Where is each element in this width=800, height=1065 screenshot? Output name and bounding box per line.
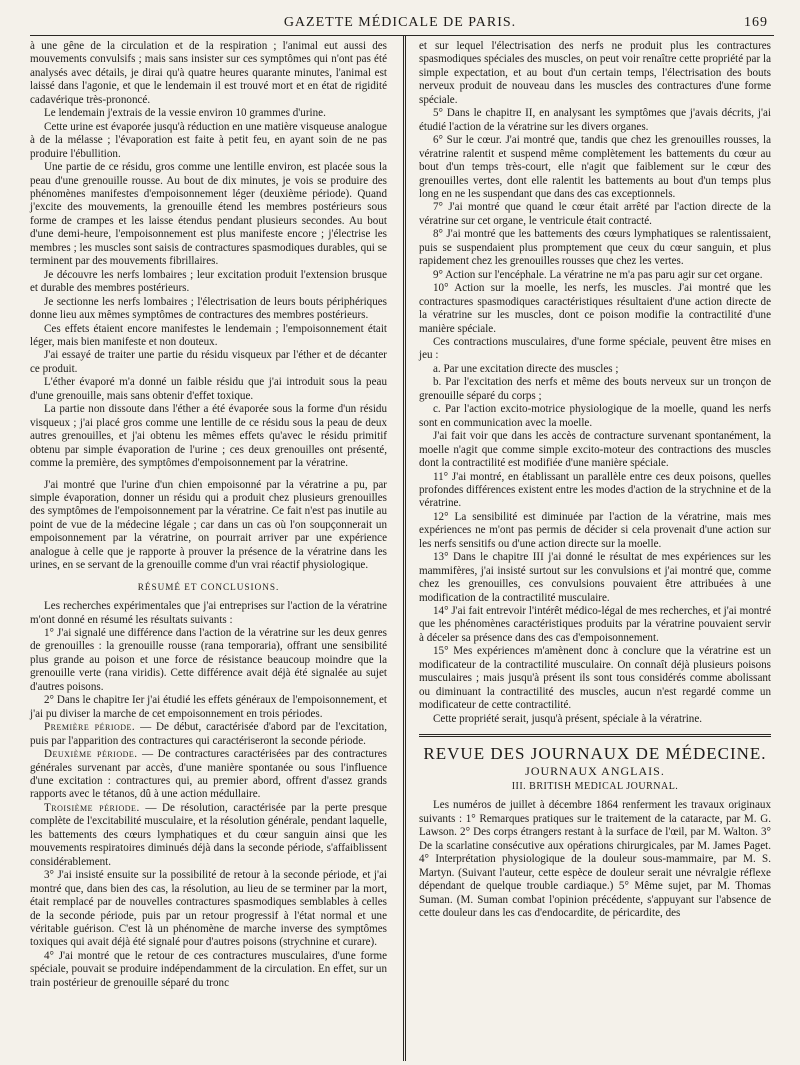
paragraph: 14° J'ai fait entrevoir l'intérêt médico-légal de mes recherches, et j'ai montré que les phénomènes caractéristiques produits par la vératrine pouvaient servir à déceler sa présence dans des cas d'empoisonnement. [419, 605, 771, 644]
paragraph: 12° La sensibilité est diminuée par l'action de la vératrine, mais mes expériences ne m'ont pas permis de décider si cela provenait d'une action sur les nerfs sensitifs ou d'une action directe sur la moelle. [419, 510, 771, 550]
review-subtitle: JOURNAUX ANGLAIS. [525, 763, 665, 778]
period-label: Première période. [44, 721, 136, 734]
paragraph: Je découvre les nerfs lombaires ; leur excitation produit l'extension brusque et durable des membres postérieurs. [30, 268, 387, 295]
paragraph: 13° Dans le chapitre III j'ai donné le résultat de mes expériences sur les mammifères, j'ai insisté surtout sur les convulsions et j'ai montré que, comme chez les grenouilles, ces convulsions pouvaient être attribuées à une modification de la contractilité musculaire. [419, 551, 771, 604]
period-text: — De contractures caractérisées par des contractures générales survenant par accès, d'une manière spontanée ou sous l'influence d'une excitation : contractures qui, au premier abord, offrent d'assez grands rapports avec le tétanos, dû à une action médullaire. [30, 748, 388, 801]
paragraph: 2° Dans le chapitre Ier j'ai étudié les effets généraux de l'empoisonnement, et j'ai pu diviser la marche de cet empoisonnement en trois périodes. [30, 694, 387, 720]
period-paragraph [30, 748, 387, 802]
section-divider [419, 734, 771, 737]
paragraph: J'ai essayé de traiter une partie du résidu visqueux par l'éther et de décanter ce produit. [30, 349, 387, 375]
paragraph: Le lendemain j'extrais de la vessie environ 10 grammes d'urine. [44, 107, 326, 120]
paragraph: b. Par l'excitation des nerfs et même des bouts nerveux sur un tronçon de grenouille séparé du corps ; [419, 376, 771, 402]
left-column [30, 40, 387, 990]
review-section: III. BRITISH MEDICAL JOURNAL. [511, 781, 679, 793]
paragraph: 5° Dans le chapitre II, en analysant les symptômes que j'avais décrits, j'ai étudié l'action de la vératrine sur les divers organes. [419, 107, 771, 133]
journal-title: GAZETTE MÉDICALE DE PARIS. [283, 15, 517, 30]
review-title: REVUE DES JOURNAUX DE MÉDECINE. [423, 744, 767, 764]
paragraph: 4° J'ai montré que le retour de ces contractures musculaires, d'une forme spéciale, pouvait se produire indépendamment de la circulation. En effet, sur un train postérieur de grenouille séparé du tronc [30, 949, 387, 989]
paragraph: Une partie de ce résidu, gros comme une lentille environ, est placée sous la peau d'une grenouille rousse. Au bout de dix minutes, je vois se produire des phénomènes manifestes d'empoisonnement léger (deuxième période). Quand j'excite des mouvements, la grenouille étend les membres postérieurs sous forme de crampes et les laisse étendus pendant plusieurs secondes. Au bout d'une demi-heure, l'empoisonnement est plus manifeste encore ; j'électrise les membres ; les muscles sont saisis de contractures spasmodiques durables, qui se terminent par des mouvements fibrillaires. [30, 161, 387, 268]
paragraph: et sur lequel l'électrisation des nerfs ne produit plus les contractures spasmodiques spéciales des muscles, on peut voir renaître cette propriété par la simple expectation, et au bout d'un certain temps, l'électrisation des bouts nerveux produit de nouveau dans les muscles des contractures d'une forme spéciale. [419, 40, 771, 106]
paragraph: Ces effets étaient encore manifestes le lendemain ; l'empoisonnement était léger, mais bien manifeste et non douteux. [30, 322, 387, 348]
paragraph: 3° J'ai insisté ensuite sur la possibilité de retour à la seconde période, et j'ai montré que, dans bien des cas, la résolution, au lieu de se terminer par la mort, était remplacé par de nouvelles contractures spasmodiques semblables à celles de la seconde période, puis par un retour progressif à l'état normal et une véritable guérison. C'est là un phénomène de marche inverse des symptômes toxiques qui avait déjà été signalé pour d'autres poisons (strychnine et curare). [30, 869, 387, 949]
paragraph: 11° J'ai montré, en établissant un parallèle entre ces deux poisons, quelles profondes différences existent entre les modes d'action de la strychnine et de la vératrine. [419, 470, 771, 510]
paragraph: c. Par l'action excito-motrice physiologique de la moelle, quand les nerfs sont en communication avec la moelle. [419, 403, 771, 429]
paragraph: 15° Mes expériences m'amènent donc à conclure que la vératrine est un modificateur de la contractilité musculaire. On connaît déjà plusieurs poisons musculaires ; mais jusqu'à présent ils sont tous considérés comme abolissant ou diminuant la contractilité des muscles, aucun n'est regardé comme un modificateur de cette contractilité. [419, 645, 771, 712]
column-separator [403, 36, 406, 1061]
paragraph: 10° Action sur la moelle, les nerfs, les muscles. J'ai montré que les contractures spasmodiques caractéristiques résultaient d'une action directe de la vératrine sur les muscles, dont ce poison modifie la contractilité d'une manière spéciale. [419, 282, 771, 335]
period-label: Troisième période. [44, 801, 140, 814]
paragraph: 9° Action sur l'encéphale. La vératrine ne m'a pas paru agir sur cet organe. [433, 268, 763, 281]
section-title: RÉSUMÉ ET CONCLUSIONS. [137, 581, 280, 592]
page-number: 169 [744, 15, 768, 30]
period-label: Deuxième période. [44, 748, 138, 761]
paragraph: J'ai fait voir que dans les accès de contracture survenant spontanément, la moelle n'agit que comme simple excito-moteur des contractions des muscles dont la contractilité est modifiée d'une manière spéciale. [419, 430, 771, 470]
paragraph: 1° J'ai signalé une différence dans l'action de la vératrine sur les deux genres de grenouilles : la grenouille rousse (rana temporaria), offrant une sensibilité plus grande au poison et une force de résistance beaucoup moindre que la grenouille verte (rana viridis). Cette différence avait déjà été signalée au sujet d'autres poisons. [30, 627, 387, 693]
period-paragraph [30, 721, 387, 748]
period-text: — De résolution, caractérisée par la perte presque complète de l'excitabilité musculaire, et la résolution générale, pendant laquelle, les battements des cœurs lymphatiques et du cœur sanguin ainsi que les mouvements respiratoires diminués déjà dans la seconde période, s'affaiblissent considérablement. [30, 801, 387, 868]
paragraph: La partie non dissoute dans l'éther a été évaporée sous la forme d'un résidu visqueux ; j'ai placé gros comme une lentille de ce résidu sous la peau de deux autres grenouilles, et j'ai obtenu les mêmes effets qu'avec le résidu primitif obtenu par simple évaporation de l'urine ; ces deux grenouilles ont présenté, comme la première, des symptômes d'empoisonnement par la vératrine. [30, 403, 387, 470]
right-column [419, 40, 771, 921]
paragraph: Les recherches expérimentales que j'ai entreprises sur l'action de la vératrine m'ont donné en résumé les résultats suivants : [30, 600, 387, 626]
period-paragraph [30, 802, 387, 869]
paragraph: a. Par une excitation directe des muscles ; [433, 362, 619, 375]
header-rule [30, 35, 774, 36]
paragraph: L'éther évaporé m'a donné un faible résidu que j'ai introduit sous la peau d'une grenouille, mais sans obtenir d'effet toxique. [30, 376, 387, 402]
paragraph: à une gêne de la circulation et de la respiration ; l'animal eut aussi des mouvements convulsifs ; mais sans insister sur ces symptômes qui n'ont pas été analysés avec détails, je dirai qu'à quatre heures quarante minutes, l'animal est laissé dans l'agonie, et que le lendemain il est trouvé mort et en état de rigidité cadavérique très-prononcé. [30, 40, 387, 106]
paragraph: 7° J'ai montré que quand le cœur était arrêté par l'action directe de la vératrine sur cet organe, le ventricule était contracté. [419, 201, 771, 227]
paragraph: Je sectionne les nerfs lombaires ; l'électrisation de leurs bouts périphériques donne lieu aux mêmes symptômes de contractures des membres postérieurs. [30, 295, 387, 322]
paragraph: 8° J'ai montré que les battements des cœurs lymphatiques se ralentissaient, puis se suspendaient plus promptement que ceux du cœur sanguin, et plus rapidement chez les grenouilles rousses que chez les vertes. [419, 228, 771, 268]
paragraph: Ces contractions musculaires, d'une forme spéciale, peuvent être mises en jeu : [419, 335, 771, 362]
period-text: — De début, caractérisée d'abord par de l'excitation, puis par l'apparition des contractures qui caractériseront la seconde période. [30, 721, 387, 747]
paragraph: 6° Sur le cœur. J'ai montré que, tandis que chez les grenouilles rousses, la vératrine ralentit et suspend même complètement les battements du cœur au bout d'un temps très-court, elle n'agit que faiblement sur le cœur des grenouilles vertes, dont elle ralentit les battements au bout d'un temps plus long en ne les suspendant que dans des cas exceptionnels. [419, 134, 771, 200]
paragraph: Cette urine est évaporée jusqu'à réduction en une matière visqueuse analogue à de la mélasse ; l'évaporation est faite à petit feu, en ayant soin de ne pas produire l'ébullition. [30, 120, 387, 160]
page-header [0, 12, 800, 34]
paragraph: Cette propriété serait, jusqu'à présent, spéciale à la vératrine. [433, 712, 703, 725]
paragraph: J'ai montré que l'urine d'un chien empoisonné par la vératrine a pu, par simple évaporation, donner un résidu qui a produit chez plusieurs grenouilles des symptômes de l'empoisonnement par la vératrine. Ce fait n'est pas inutile au point de vue de la médecine légale ; car dans un cas où l'on soupçonnerait un empoisonnement par la vératrine, on pourrait arriver par une expérience analogue à celle que je rapporte à prouver la présence de la vératrine dans les urines, en se servant de la grenouille comme d'un vrai réactif physiologique. [30, 478, 387, 572]
review-paragraph: Les numéros de juillet à décembre 1864 renferment les travaux originaux suivants : 1° Remarques pratiques sur le traitement de la cataracte, par M. G. Lawson. 2° Des corps étrangers restant à la surface de l'œil, par M. Walton. 3° De la scarlatine consécutive aux opérations chirurgicales, par M. James Paget. 4° Interprétation physiologique de la douleur sous-mammaire, par M. S. Martyn. (Suivant l'auteur, cette espèce de douleur serait une névralgie réflexe dépendant de quelque trouble cardiaque.) 5° Même sujet, par M. Thomas Suman. (M. Suman combat l'opinion précédente, s'appuyant sur l'absence de cette douleur dans les cas d'endocardite, de péricardite, des [419, 799, 771, 920]
